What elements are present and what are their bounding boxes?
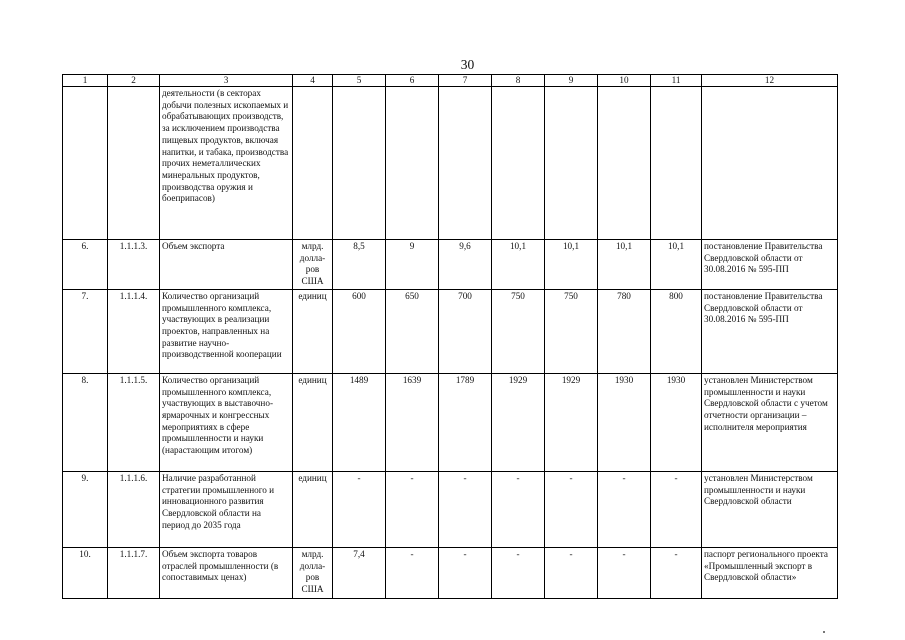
table-row: [63, 87, 838, 240]
unit: млрд. долла-ров США: [293, 240, 333, 290]
value-cell: 750: [545, 289, 598, 373]
value-cell: 10,1: [492, 240, 545, 290]
value-cell: -: [492, 471, 545, 547]
value-cell: [439, 87, 492, 240]
header-cell: 6: [386, 75, 439, 87]
value-cell: [651, 87, 702, 240]
value-cell: -: [386, 547, 439, 598]
table-row: [63, 373, 838, 471]
source-cell: установлен Министерством промышленности и науки Свердловской области: [702, 471, 838, 547]
value-cell: 780: [598, 289, 651, 373]
value-cell: 1930: [651, 373, 702, 471]
table-row: [63, 240, 838, 290]
unit: единиц: [293, 289, 333, 373]
header-cell: 8: [492, 75, 545, 87]
indicator-name: Количество организаций промышленного комплекса, участвующих в реализации проектов, направленных на развитие научно-производственной кооперации: [160, 289, 293, 373]
row-number: 10.: [63, 547, 108, 598]
source-cell: постановление Правительства Свердловской области от 30.08.2016 № 595-ПП: [702, 289, 838, 373]
value-cell: -: [598, 471, 651, 547]
page-number: 30: [460, 57, 475, 72]
indicator-name: Количество организаций промышленного комплекса, участвующих в выставочно-ярмарочных и конгрессных мероприятиях в сфере промышленности и науки (нарастающим итогом): [160, 373, 293, 471]
table-row: [63, 471, 838, 547]
value-cell: 10,1: [598, 240, 651, 290]
value-cell: -: [439, 471, 492, 547]
header-cell: 10: [598, 75, 651, 87]
value-cell: -: [545, 471, 598, 547]
indicator-name: Объем экспорта товаров отраслей промышленности (в сопоставимых ценах): [160, 547, 293, 598]
value-cell: 10,1: [545, 240, 598, 290]
value-cell: 1930: [598, 373, 651, 471]
value-cell: 8,5: [333, 240, 386, 290]
value-cell: 10,1: [651, 240, 702, 290]
value-cell: -: [598, 547, 651, 598]
value-cell: 1929: [492, 373, 545, 471]
indicator-code: [108, 87, 160, 240]
source-cell: [702, 87, 838, 240]
value-cell: -: [545, 547, 598, 598]
scan-speck: [823, 631, 825, 633]
indicator-name: деятельности (в секторах добычи полезных ископаемых и обрабатывающих производств, за исключением производства пищевых продуктов, включая напитки, и табака, производства прочих неметаллических минеральных продуктов, производства оружия и боеприпасов): [160, 87, 293, 240]
table-row: [63, 289, 838, 373]
value-cell: 1929: [545, 373, 598, 471]
header-cell: 4: [293, 75, 333, 87]
value-cell: 750: [492, 289, 545, 373]
value-cell: 650: [386, 289, 439, 373]
indicator-code: 1.1.1.5.: [108, 373, 160, 471]
value-cell: [598, 87, 651, 240]
indicator-code: 1.1.1.3.: [108, 240, 160, 290]
header-cell: 3: [160, 75, 293, 87]
source-cell: паспорт регионального проекта «Промышленный экспорт в Свердловской области»: [702, 547, 838, 598]
row-number: 6.: [63, 240, 108, 290]
unit: единиц: [293, 373, 333, 471]
value-cell: 1489: [333, 373, 386, 471]
row-number: 7.: [63, 289, 108, 373]
row-number: 9.: [63, 471, 108, 547]
value-cell: -: [492, 547, 545, 598]
value-cell: 1639: [386, 373, 439, 471]
indicator-name: Объем экспорта: [160, 240, 293, 290]
header-cell: 1: [63, 75, 108, 87]
value-cell: -: [333, 471, 386, 547]
value-cell: -: [651, 471, 702, 547]
indicators-table: [62, 74, 838, 599]
table-row: [63, 547, 838, 598]
value-cell: 700: [439, 289, 492, 373]
value-cell: -: [651, 547, 702, 598]
value-cell: -: [386, 471, 439, 547]
header-cell: 9: [545, 75, 598, 87]
row-number: [63, 87, 108, 240]
unit: единиц: [293, 471, 333, 547]
value-cell: [333, 87, 386, 240]
value-cell: 600: [333, 289, 386, 373]
unit: [293, 87, 333, 240]
value-cell: 1789: [439, 373, 492, 471]
unit: млрд. долла-ров США: [293, 547, 333, 598]
indicator-name: Наличие разработанной стратегии промышленного и инновационного развития Свердловской области на период до 2035 года: [160, 471, 293, 547]
header-cell: 5: [333, 75, 386, 87]
value-cell: 7,4: [333, 547, 386, 598]
header-cell: 2: [108, 75, 160, 87]
indicator-code: 1.1.1.6.: [108, 471, 160, 547]
indicator-code: 1.1.1.4.: [108, 289, 160, 373]
header-cell: 12: [702, 75, 838, 87]
value-cell: 800: [651, 289, 702, 373]
value-cell: [386, 87, 439, 240]
row-number: 8.: [63, 373, 108, 471]
value-cell: -: [439, 547, 492, 598]
header-cell: 11: [651, 75, 702, 87]
header-row: [63, 75, 838, 87]
value-cell: 9: [386, 240, 439, 290]
source-cell: установлен Министерством промышленности и науки Свердловской области с учетом отчетности организации – исполнителя мероприятия: [702, 373, 838, 471]
value-cell: [545, 87, 598, 240]
source-cell: постановление Правительства Свердловской области от 30.08.2016 № 595-ПП: [702, 240, 838, 290]
value-cell: 9,6: [439, 240, 492, 290]
value-cell: [492, 87, 545, 240]
header-cell: 7: [439, 75, 492, 87]
indicator-code: 1.1.1.7.: [108, 547, 160, 598]
